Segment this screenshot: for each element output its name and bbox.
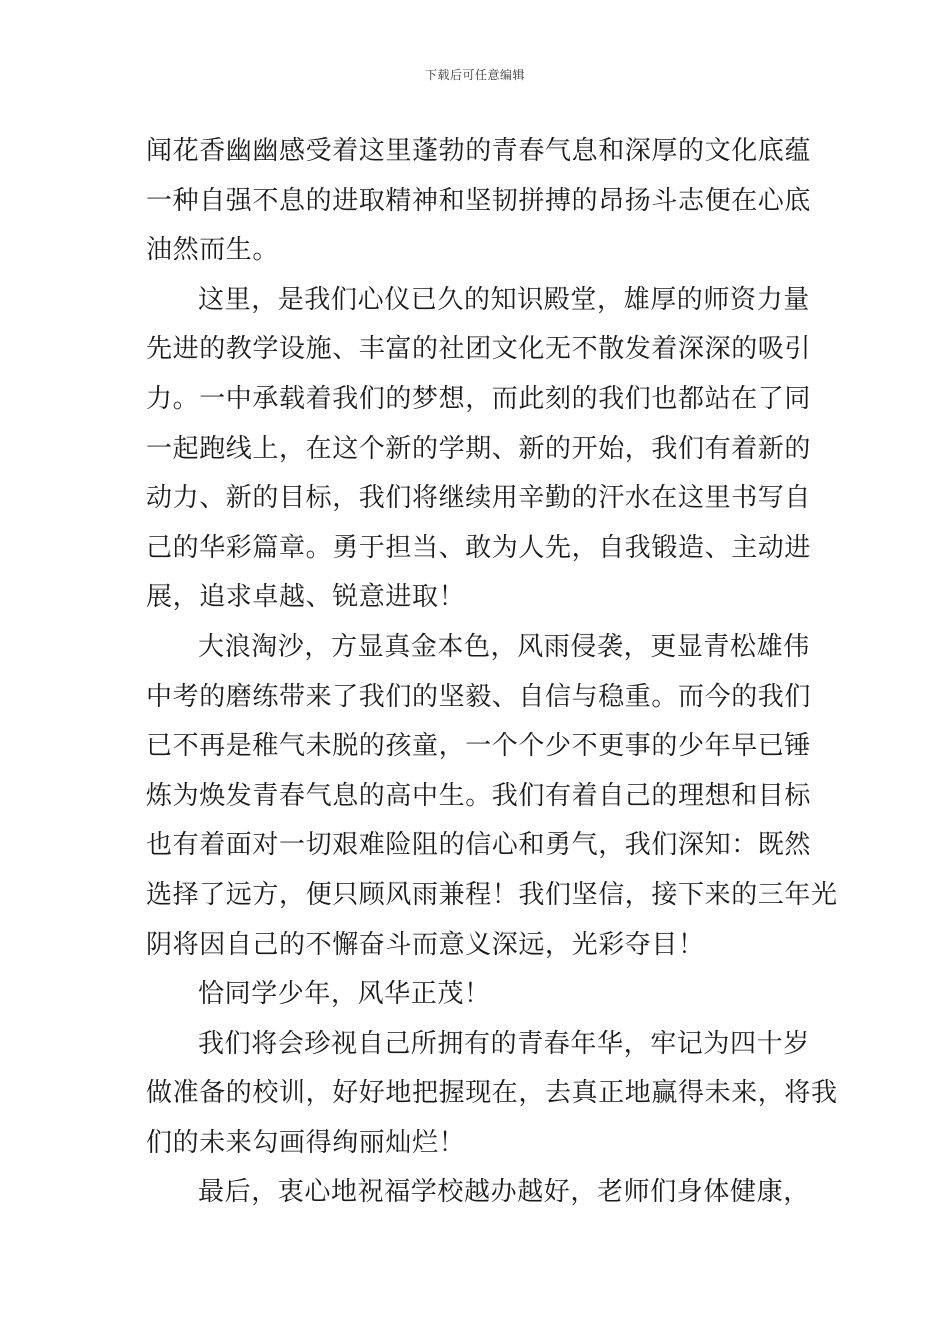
text-line: 力。一中承载着我们的梦想，而此刻的我们也都站在了同: [146, 383, 812, 414]
text-line: 也有着面对一切艰难险阻的信心和勇气，我们深知：既然: [146, 830, 812, 861]
text-line: 做准备的校训，好好地把握现在，去真正地赢得未来，将我: [146, 1078, 838, 1109]
paragraph-start-line: 我们将会珍视自己所拥有的青春年华，牢记为四十岁: [198, 1028, 810, 1059]
paragraph-start-line: 大浪淘沙，方显真金本色，风雨侵袭，更显青松雄伟: [198, 631, 810, 662]
text-line: 炼为焕发青春气息的高中生。我们有着自己的理想和目标: [146, 780, 812, 811]
header-note: 下载后可任意编辑: [424, 68, 525, 82]
text-line: 己的华彩篇章。勇于担当、敢为人先，自我锻造、主动进: [146, 532, 812, 563]
text-line: 先进的教学设施、丰富的社团文化无不散发着深深的吸引: [146, 334, 812, 365]
text-line: 展，追求卓越、锐意进取！: [146, 582, 466, 613]
text-line: 一起跑线上，在这个新的学期、新的开始，我们有着新的: [146, 433, 812, 464]
text-line: 一种自强不息的进取精神和坚韧拼搏的昂扬斗志便在心底: [146, 185, 812, 216]
text-line: 油然而生。: [146, 235, 280, 266]
paragraph-start-line: 最后，衷心地祝福学校越办越好，老师们身体健康，: [198, 1177, 810, 1208]
text-line: 闻花香幽幽感受着这里蓬勃的青春气息和深厚的文化底蕴: [146, 136, 812, 166]
text-line: 中考的磨练带来了我们的坚毅、自信与稳重。而今的我们: [146, 681, 812, 712]
document-body: [146, 127, 838, 1218]
text-line: 们的未来勾画得绚丽灿烂！: [146, 1127, 466, 1158]
paragraph-start-line: 恰同学少年，风华正茂！: [198, 979, 491, 1010]
text-line: 动力、新的目标，我们将继续用辛勤的汗水在这里书写自: [146, 483, 812, 514]
paragraph-start-line: 这里，是我们心仪已久的知识殿堂，雄厚的师资力量: [198, 284, 810, 315]
text-line: 选择了远方，便只顾风雨兼程！我们坚信，接下来的三年光: [146, 879, 838, 910]
text-line: 已不再是稚气未脱的孩童，一个个少不更事的少年早已锤: [146, 731, 812, 762]
text-line: 阴将因自己的不懈奋斗而意义深远，光彩夺目！: [146, 929, 705, 960]
